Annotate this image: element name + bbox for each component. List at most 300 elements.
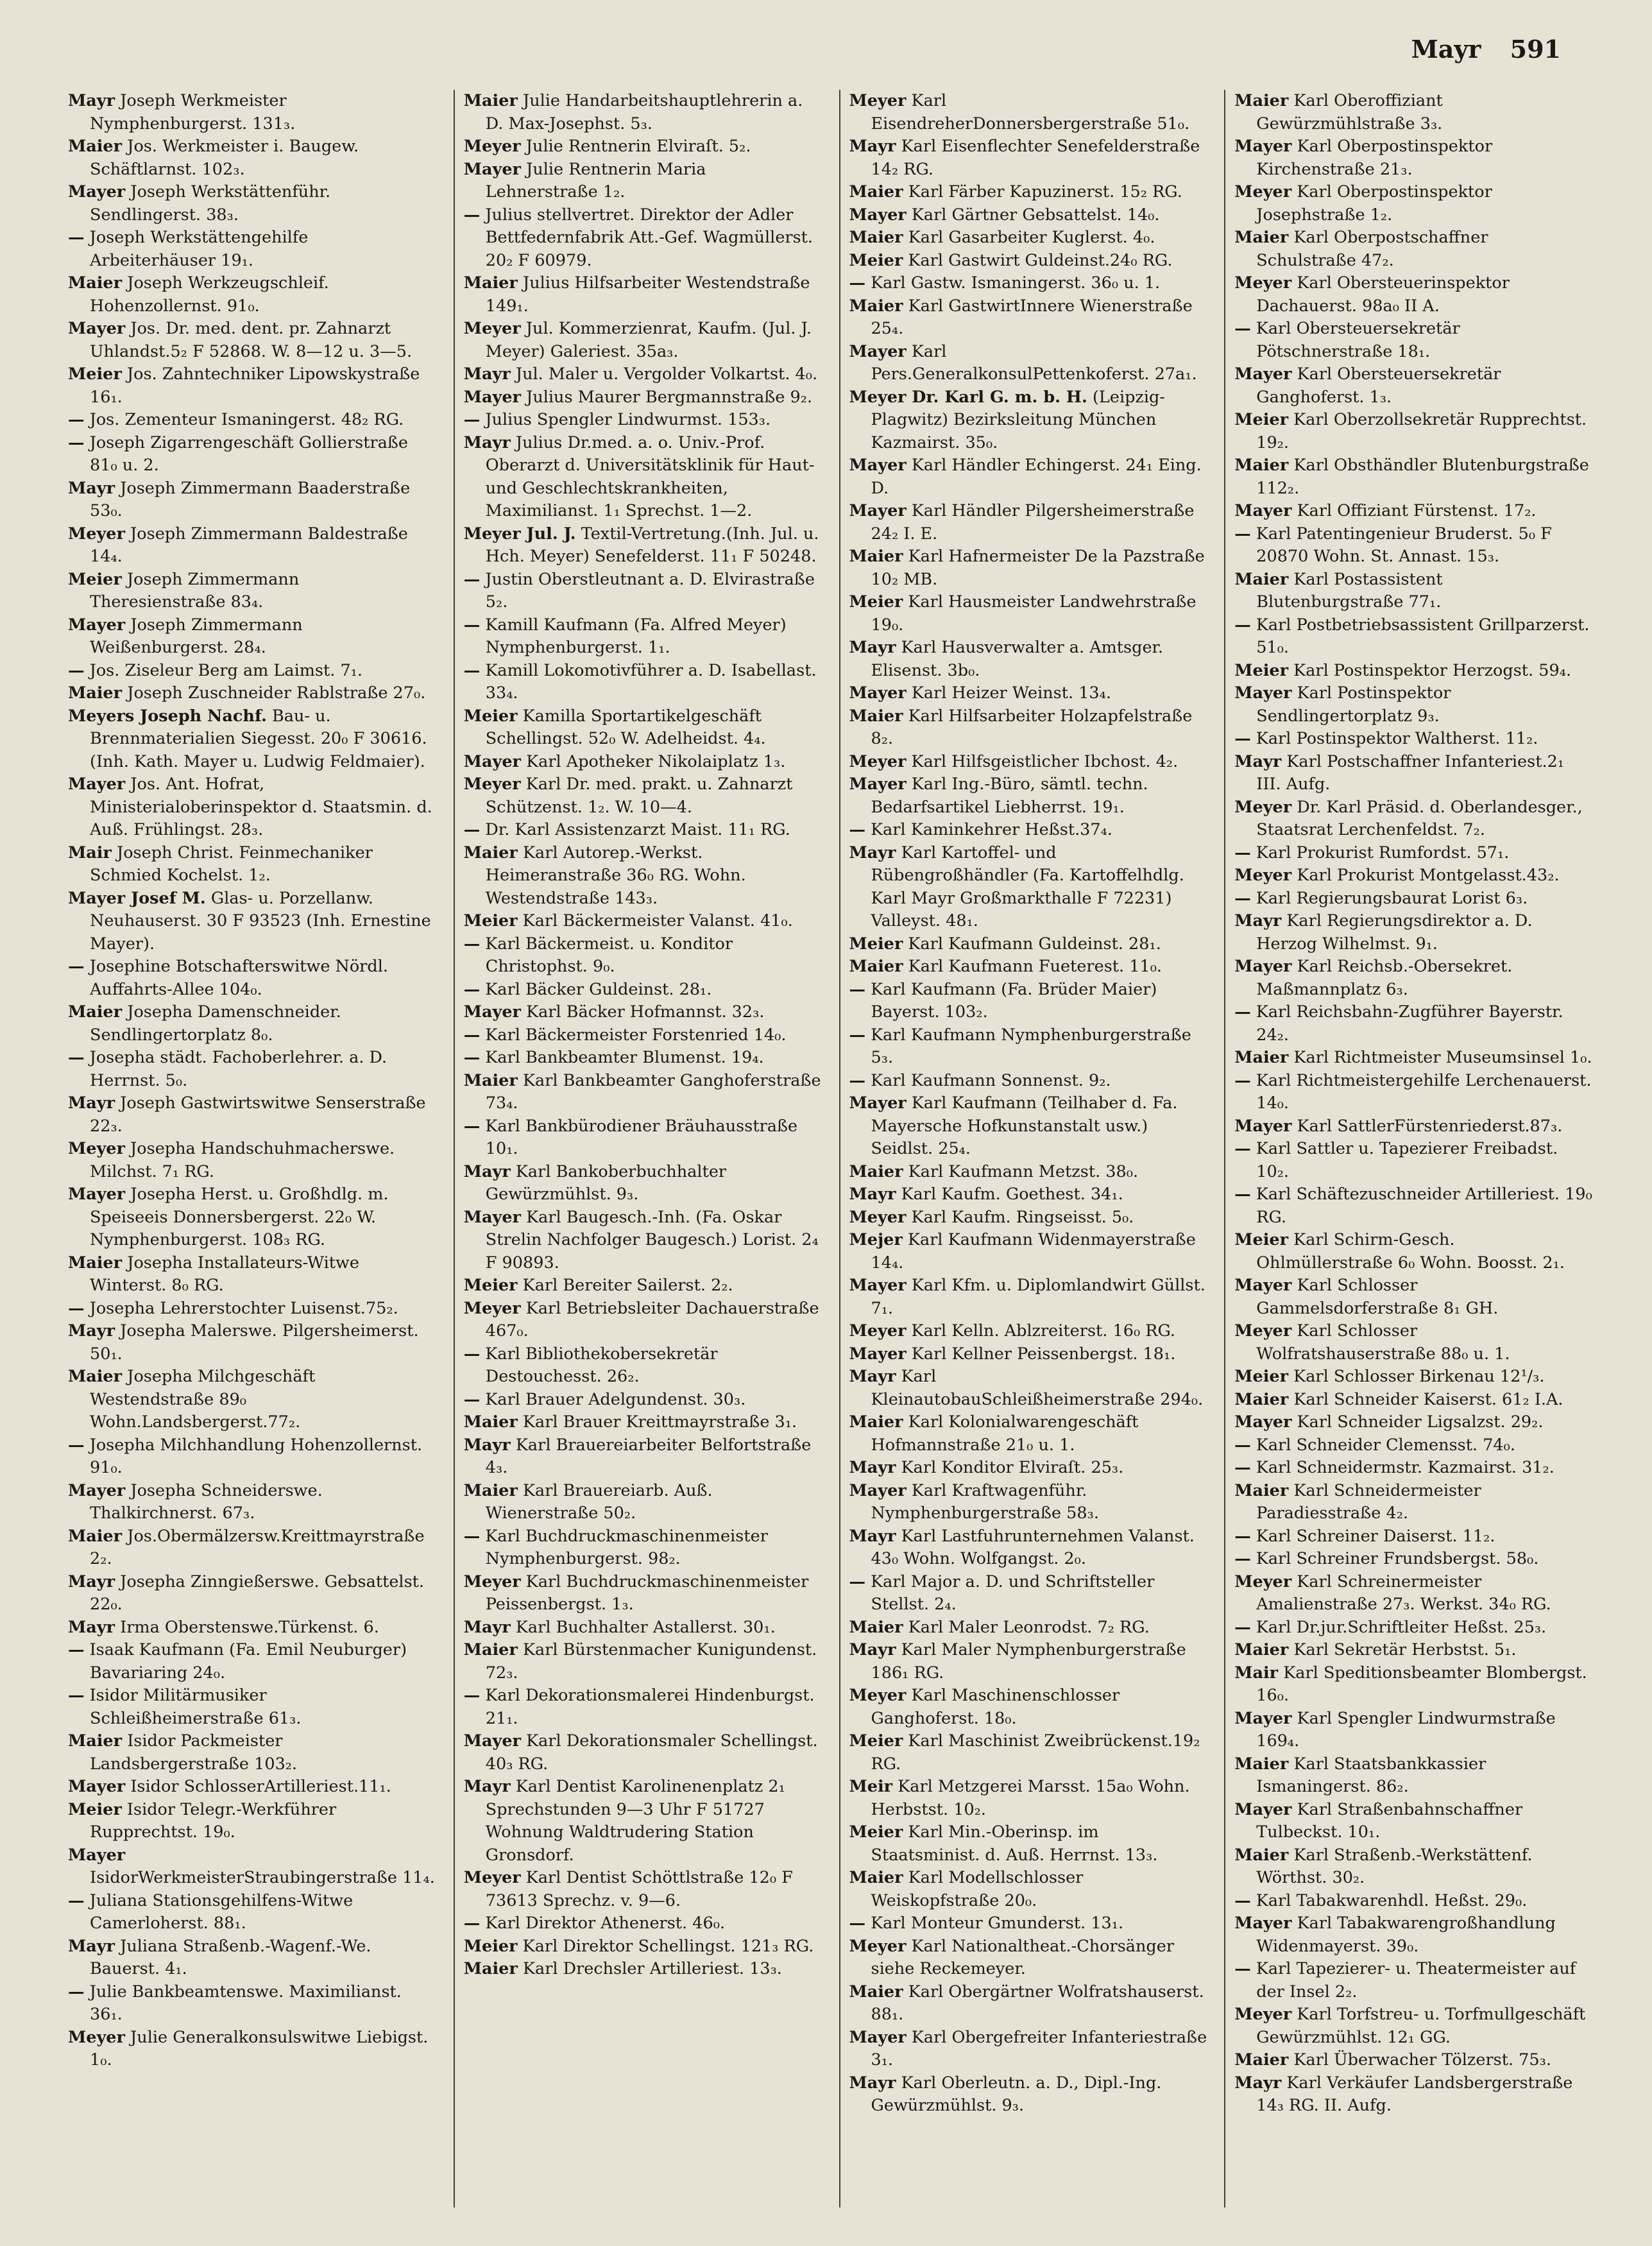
- directory-entry: [464, 1730, 822, 1776]
- entry-columns: [68, 90, 1593, 2207]
- directory-entry: [464, 1616, 822, 1640]
- entry-details: Karl Kaufmann (Teilhaber d. Fa. Mayersche Hofkunstanstalt usw.) Seidlst. 25₄.: [871, 1093, 1178, 1158]
- entry-details: Karl Bäcker Hofmannst. 32₃.: [526, 1002, 765, 1022]
- entry-surname: Mayr: [68, 91, 115, 110]
- entry-details: Karl Apotheker Nikolaiplatz 1₃.: [526, 751, 786, 771]
- entry-details: Jos. Ziseleur Berg am Laimst. 7₁.: [89, 660, 363, 680]
- directory-entry: [1234, 1912, 1593, 1958]
- entry-details: Karl Maschinenschlosser Ganghoferst. 18₀.: [871, 1686, 1120, 1728]
- directory-entry: [68, 569, 437, 614]
- entry-details: Karl Monteur Gmunderst. 13₁.: [871, 1914, 1124, 1933]
- entry-details: Isidor Militärmusiker Schleißheimerstraße 61₃.: [89, 1686, 302, 1728]
- entry-details: Joseph Werkstättengehilfe Arbeiterhäuser 19₁.: [89, 228, 309, 270]
- directory-entry: [849, 1480, 1208, 1525]
- directory-entry: [849, 341, 1208, 386]
- entry-surname: —: [849, 1025, 865, 1045]
- entry-surname: Maier: [849, 1412, 903, 1432]
- directory-entry: [68, 1480, 437, 1525]
- directory-entry: [68, 887, 437, 956]
- entry-surname: Maier: [849, 182, 903, 201]
- entry-details: Karl Kaufmann (Fa. Brüder Maier) Bayerst. 103₂.: [871, 979, 1157, 1022]
- entry-details: Karl Händler Pilgersheimerstraße 24₂ I. E.: [871, 501, 1195, 544]
- directory-entry: [1234, 1662, 1593, 1708]
- entry-surname: —: [1234, 888, 1251, 908]
- entry-surname: —: [1234, 524, 1251, 544]
- entry-details: Jos. Dr. med. dent. pr. Zahnarzt Uhlandst.5₂ F 52868. W. 8—12 u. 3—5.: [90, 319, 413, 361]
- entry-surname: Meyer: [463, 319, 521, 338]
- entry-details: Karl Kaufmann Sonnenst. 9₂.: [871, 1070, 1111, 1090]
- entry-details: Joseph Christ. Feinmechaniker Schmied Kochelst. 1₂.: [90, 843, 373, 885]
- directory-entry: [849, 1981, 1208, 2027]
- directory-entry: [464, 90, 822, 135]
- entry-surname: —: [1234, 1458, 1251, 1477]
- entry-details: Julius Maurer Bergmannstraße 9₂.: [526, 387, 813, 407]
- directory-entry: [849, 591, 1208, 637]
- entry-surname: Meyer: [463, 775, 521, 794]
- entry-details: Karl Speditionsbeamter Blombergst. 16₀.: [1256, 1663, 1587, 1705]
- entry-surname: Mayr: [849, 2073, 896, 2093]
- entry-surname: Mayer: [849, 456, 907, 475]
- directory-entry: [464, 1274, 822, 1298]
- directory-entry: [849, 1092, 1208, 1161]
- entry-details: Jos. Ant. Hofrat, Ministerialoberinspektor d. Staatsmin. d. Auß. Frühlingst. 28₃.: [90, 775, 432, 839]
- entry-details: Josepha Herst. u. Großhdlg. m. Speiseeis Donnersbergerst. 22₀ W. Nymphenburgerst. 108₃ RG.: [90, 1185, 389, 1249]
- entry-surname: Meier: [463, 911, 518, 930]
- directory-entry: [849, 1070, 1208, 1093]
- entry-details: Karl Baugesch.-Inh. (Fa. Oskar Strelin Nachfolger Baugesch.) Lorist. 2₄ F 90893.: [485, 1207, 819, 1273]
- directory-entry: [464, 1434, 822, 1480]
- entry-details: Karl Bäcker Guldeinst. 28₁.: [485, 979, 712, 999]
- entry-details: Karl EisendreherDonnersbergerstraße 51₀.: [871, 91, 1190, 133]
- directory-entry: [464, 773, 822, 819]
- entry-surname: —: [68, 1640, 85, 1659]
- directory-entry: [849, 1730, 1208, 1776]
- directory-entry: [849, 1867, 1208, 1912]
- entry-surname: Meyer: [68, 524, 125, 544]
- entry-details: Karl Schirm-Gesch. Ohlmüllerstraße 6₀ Wohn. Boosst. 2₁.: [1256, 1230, 1565, 1273]
- entry-surname: Maier: [849, 547, 903, 566]
- entry-details: Karl GastwirtInnere Wienerstraße 25₄.: [871, 296, 1193, 338]
- entry-surname: Maier: [68, 1526, 123, 1546]
- entry-details: Karl Obersteuerinspektor Dachauerst. 98a₀ II A.: [1256, 273, 1510, 316]
- directory-entry: [1234, 1229, 1593, 1274]
- directory-entry: [68, 1252, 437, 1298]
- entry-surname: —: [1234, 319, 1251, 338]
- directory-entry: [849, 637, 1208, 682]
- entry-details: Karl Kaufm. Ringseisst. 5₀.: [911, 1207, 1134, 1227]
- entry-surname: Mayer: [463, 1731, 521, 1751]
- directory-entry: [68, 1730, 437, 1776]
- entry-details: Glas- u. Porzellanw. Neuhauserst. 30 F 93523 (Inh. Ernestine Mayer).: [90, 888, 431, 954]
- directory-entry: [849, 1183, 1208, 1206]
- directory-entry: [1234, 1389, 1593, 1412]
- entry-surname: Meyer: [463, 1572, 521, 1591]
- directory-entry: [849, 227, 1208, 250]
- entry-surname: Mayr: [1234, 911, 1282, 930]
- directory-entry: [464, 979, 822, 1002]
- directory-entry: [68, 409, 437, 432]
- entry-surname: Maier: [849, 1868, 903, 1887]
- directory-entry: [1234, 1047, 1593, 1070]
- directory-entry: [849, 1616, 1208, 1640]
- directory-entry: [68, 614, 437, 660]
- entry-details: Karl Richtmeister Museumsinsel 1₀.: [1293, 1048, 1592, 1067]
- entry-surname: Meier: [849, 934, 903, 954]
- entry-surname: Mayr: [68, 1936, 115, 1956]
- entry-surname: Mayer: [1234, 1799, 1292, 1819]
- entry-surname: Meier: [463, 706, 518, 726]
- directory-entry: [849, 1343, 1208, 1366]
- directory-entry: [464, 1912, 822, 1935]
- directory-entry: [68, 1525, 437, 1571]
- entry-surname: Mayer: [849, 683, 907, 703]
- entry-surname: Maier: [1234, 456, 1289, 475]
- directory-entry: [68, 660, 437, 683]
- entry-surname: Meyer: [849, 1936, 907, 1956]
- entry-details: Karl Bankbeamter Ganghoferstraße 73₄.: [485, 1070, 821, 1113]
- directory-entry: [68, 135, 437, 181]
- entry-details: Karl Reichsb.-Obersekret. Maßmannplatz 6₃.: [1256, 957, 1513, 999]
- entry-surname: Meyer: [1234, 1572, 1292, 1591]
- directory-entry: [464, 1525, 822, 1571]
- directory-entry: [849, 204, 1208, 227]
- entry-details: Julius Hilfsarbeiter Westendstraße 149₁.: [485, 273, 810, 316]
- entry-details: Karl Drechsler Artilleriest. 13₃.: [522, 1959, 782, 1978]
- entry-details: Karl Dekorationsmalerei Hindenburgst. 21₁.: [485, 1686, 815, 1728]
- entry-details: Karl Maler Leonrodst. 7₂ RG.: [908, 1617, 1150, 1637]
- entry-surname: Mayr: [68, 478, 115, 498]
- directory-entry: [849, 1274, 1208, 1320]
- entry-details: Karl Schneider Ligsalzst. 29₂.: [1297, 1412, 1544, 1432]
- entry-surname: —: [68, 1298, 85, 1318]
- entry-surname: —: [463, 569, 481, 589]
- directory-entry: [1234, 1183, 1593, 1229]
- entry-details: Jul. Kommerzienrat, Kaufm. (Jul. J. Meyer) Galeriest. 35a₃.: [485, 319, 812, 361]
- directory-entry: [68, 272, 437, 318]
- entry-surname: —: [68, 1435, 85, 1455]
- entry-surname: Mayer: [849, 1276, 907, 1295]
- entry-details: Karl Hilfsgeistlicher Ibchost. 4₂.: [911, 751, 1179, 771]
- directory-entry: [68, 1684, 437, 1730]
- directory-entry: [1234, 1571, 1593, 1616]
- directory-entry: [68, 1799, 437, 1844]
- directory-entry: [68, 1935, 437, 1981]
- entry-surname: Meyer: [1234, 797, 1292, 817]
- entry-details: Kamilla Sportartikelgeschäft Schellingst. 52₀ W. Adelheidst. 4₄.: [485, 706, 766, 748]
- entry-surname: Mayer: [1234, 364, 1292, 384]
- entry-details: Karl Hafnermeister De la Pazstraße 10₂ MB.: [871, 547, 1205, 589]
- entry-details: Karl Obergefreiter Infanteriestraße 3₁.: [871, 2027, 1207, 2070]
- directory-entry: [849, 1366, 1208, 1411]
- entry-surname: Maier: [849, 296, 903, 316]
- entry-surname: Mair: [1234, 1663, 1279, 1683]
- entry-surname: Meyer: [1234, 866, 1292, 885]
- directory-entry: [464, 660, 822, 705]
- entry-surname: Mayr: [463, 1617, 511, 1637]
- entry-details: Karl Schlosser Birkenau 12¹/₃.: [1293, 1367, 1545, 1386]
- entry-surname: Mayr: [68, 1617, 115, 1637]
- entry-surname: Meyer: [463, 1868, 521, 1887]
- entry-details: Jos. Zahntechniker Lipowskystraße 16₁.: [90, 364, 420, 407]
- entry-details: Julie Rentnerin Elviraſt. 5₂.: [525, 137, 751, 156]
- entry-details: Karl Spengler Lindwurmstraße 169₄.: [1256, 1708, 1556, 1751]
- entry-details: Karl Schneider Kaiserst. 61₂ I.A.: [1293, 1389, 1563, 1409]
- directory-entry: [464, 569, 822, 614]
- entry-details: Karl Offiziant Fürstenst. 17₂.: [1297, 501, 1537, 520]
- entry-details: Kamill Kaufmann (Fa. Alfred Meyer) Nymphenburgerst. 1₁.: [485, 615, 787, 657]
- column-2: [454, 90, 822, 2207]
- directory-entry: [464, 819, 822, 842]
- entry-surname: Meier: [68, 364, 122, 384]
- entry-details: Karl Postschaffner Infanteriest.2₁ III. Aufg.: [1256, 751, 1565, 794]
- directory-entry: [68, 1434, 437, 1480]
- entry-details: Karl Kfm. u. Diplomlandwirt Güllst. 7₁.: [871, 1276, 1205, 1318]
- entry-details: Karl Kolonialwarengeschäft Hofmannstraße 21₀ u. 1.: [871, 1412, 1139, 1455]
- entry-details: Karl Eisenflechter Senefelderstraße 14₂ RG.: [871, 137, 1200, 179]
- entry-details: Karl Buchhalter Astallerst. 30₁.: [515, 1617, 776, 1637]
- entry-details: Karl Schneidermeister Paradiesstraße 4₂.: [1256, 1480, 1481, 1523]
- entry-surname: —: [463, 979, 481, 999]
- entry-details: Julie Generalkonsulswitwe Liebigst. 1₀.: [90, 2027, 429, 2070]
- directory-entry: [464, 363, 822, 386]
- directory-entry: [464, 135, 822, 159]
- entry-details: Bau- u. Brennmaterialien Siegesst. 20₀ F 30616. (Inh. Kath. Mayer u. Ludwig Feldmaier).: [90, 706, 427, 771]
- entry-surname: Maier: [1234, 569, 1289, 589]
- entry-surname: —: [463, 660, 481, 680]
- entry-surname: —: [1234, 1070, 1251, 1090]
- entry-surname: Mayr: [849, 1458, 896, 1477]
- entry-surname: Maier: [463, 273, 518, 293]
- directory-entry: [68, 432, 437, 477]
- directory-entry: [1234, 272, 1593, 318]
- directory-entry: [849, 1320, 1208, 1343]
- directory-entry: [849, 272, 1208, 295]
- directory-entry: [849, 1457, 1208, 1480]
- entry-surname: —: [463, 1389, 481, 1409]
- directory-entry: [68, 1298, 437, 1321]
- directory-entry: [68, 181, 437, 227]
- entry-surname: Mayr: [463, 1162, 511, 1181]
- entry-surname: Mayr: [849, 638, 896, 657]
- entry-details: Karl Tabakwarenhdl. Heßst. 29₀.: [1256, 1890, 1528, 1910]
- entry-details: Joseph Zuschneider Rablstraße 27₀.: [127, 683, 426, 703]
- entry-surname: Meyer: [1234, 182, 1292, 201]
- entry-details: Karl Oberpostschaffner Schulstraße 47₂.: [1256, 228, 1488, 270]
- directory-entry: [849, 979, 1208, 1024]
- entry-details: Karl Lastfuhrunternehmen Valanst. 43₀ Wohn. Wolfgangst. 2₀.: [871, 1526, 1195, 1568]
- entry-surname: Maier: [1234, 1754, 1289, 1774]
- entry-details: Karl Dentist Schöttlstraße 12₀ F 73613 Sprechz. v. 9—6.: [485, 1868, 793, 1910]
- entry-details: Karl Sekretär Herbstst. 5₁.: [1293, 1640, 1517, 1659]
- entry-details: Karl Richtmeistergehilfe Lerchenauerst. 14₀.: [1256, 1070, 1592, 1113]
- entry-details: Karl Dr. med. prakt. u. Zahnarzt Schützenst. 1₂. W. 10—4.: [485, 775, 793, 817]
- entry-details: Jos. Zementeur Ismaningerst. 48₂ RG.: [89, 410, 404, 429]
- entry-surname: —: [68, 1982, 85, 2002]
- entry-details: Karl Färber Kapuzinerst. 15₂ RG.: [908, 182, 1182, 201]
- entry-details: Isaak Kaufmann (Fa. Emil Neuburger) Bavariaring 24₀.: [89, 1640, 407, 1683]
- entry-surname: Meier: [849, 592, 903, 612]
- entry-details: Karl Torfstreu- u. Torfmullgeschäft Gewürzmühlst. 12₁ GG.: [1256, 2005, 1586, 2047]
- directory-entry: [1234, 454, 1593, 500]
- directory-entry: [849, 842, 1208, 933]
- directory-entry: [849, 181, 1208, 204]
- directory-entry: [849, 1935, 1208, 1981]
- directory-entry: [464, 386, 822, 409]
- entry-details: Karl Reichsbahn-Zugführer Bayerstr. 24₂.: [1256, 1002, 1563, 1045]
- entry-surname: Meyer Jul. J.: [463, 524, 576, 544]
- entry-surname: Mayer: [849, 205, 907, 225]
- entry-surname: Meier: [68, 569, 122, 589]
- entry-surname: —: [463, 934, 481, 954]
- entry-surname: Mayer: [68, 775, 126, 794]
- entry-details: Josepha städt. Fachoberlehrer. a. D. Herrnst. 5₀.: [89, 1048, 387, 1090]
- entry-surname: Mayer: [68, 615, 126, 635]
- entry-details: Jos.Obermälzersw.Kreittmayrstraße 2₂.: [90, 1526, 425, 1568]
- entry-details: Julie Rentnerin Maria Lehnerstraße 1₂.: [485, 159, 706, 201]
- entry-surname: Maier: [68, 1731, 123, 1751]
- entry-surname: —: [1234, 1526, 1251, 1546]
- entry-surname: Mayr: [1234, 2073, 1282, 2093]
- entry-surname: —: [68, 1048, 85, 1067]
- entry-details: Karl Hausmeister Landwehrstraße 19₀.: [871, 592, 1196, 635]
- entry-details: Julius Spengler Lindwurmst. 153₃.: [485, 410, 771, 429]
- entry-surname: Mayer: [463, 751, 521, 771]
- directory-entry: [464, 751, 822, 774]
- directory-entry: [68, 2027, 437, 2072]
- entry-surname: Meier: [849, 250, 903, 270]
- entry-surname: Mayer Josef M.: [68, 888, 206, 908]
- entry-surname: Mayer: [849, 501, 907, 520]
- directory-entry: [1234, 728, 1593, 751]
- entry-surname: Meier: [849, 1822, 903, 1842]
- entry-surname: Meier: [1234, 660, 1289, 680]
- entry-details: Karl Postassistent Blutenburgstraße 77₁.: [1256, 569, 1443, 612]
- entry-surname: —: [463, 615, 481, 635]
- directory-entry: [849, 1684, 1208, 1730]
- directory-entry: [1234, 135, 1593, 181]
- directory-entry: [1234, 910, 1593, 956]
- entry-details: Joseph Zimmermann Theresienstraße 83₄.: [90, 569, 300, 612]
- column-3: [839, 90, 1208, 2207]
- directory-entry: [68, 1183, 437, 1252]
- entry-surname: Mayer: [1234, 501, 1292, 520]
- entry-details: Joseph Werkstättenführ. Sendlingerst. 38₃.: [90, 182, 331, 225]
- entry-details: Karl Hausverwalter a. Amtsger. Elisenst. 3b₀.: [871, 638, 1164, 680]
- directory-entry: [849, 500, 1208, 545]
- entry-details: Karl Nationaltheat.-Chorsänger siehe Reckemeyer.: [871, 1936, 1175, 1978]
- entry-details: Karl Schäftezuschneider Artilleriest. 19₀ RG.: [1256, 1185, 1592, 1227]
- directory-entry: [464, 933, 822, 979]
- directory-entry: [849, 386, 1208, 455]
- entry-details: Josepha Installateurs-Witwe Winterst. 8₀ RG.: [90, 1253, 359, 1295]
- entry-details: Karl Bankoberbuchhalter Gewürzmühlst. 9₃.: [485, 1162, 727, 1204]
- entry-details: Karl Kaufmann Widenmayerstraße 14₄.: [871, 1230, 1196, 1273]
- entry-details: Karl Gastwirt Guldeinst.24₀ RG.: [908, 250, 1173, 270]
- entry-details: Karl Autorep.-Werkst. Heimeranstraße 36₀ RG. Wohn. Westendstraße 143₃.: [485, 843, 746, 908]
- directory-entry: [849, 2072, 1208, 2118]
- entry-details: Karl Kartoffel- und Rübengroßhändler (Fa. Kartoffelhdlg. Karl Mayr Großmarkthalle F 72231) Valleyst. 48₁.: [871, 843, 1184, 930]
- directory-entry: [1234, 2072, 1593, 2118]
- directory-entry: [1234, 1457, 1593, 1480]
- entry-surname: —: [463, 1526, 481, 1546]
- entry-details: Joseph Zimmermann Weißenburgerst. 28₄.: [90, 615, 303, 657]
- entry-surname: —: [68, 1686, 85, 1705]
- entry-details: Karl Schreiner Frundsbergst. 58₀.: [1256, 1549, 1539, 1568]
- directory-entry: [68, 705, 437, 774]
- entry-surname: Meyer: [463, 137, 521, 156]
- entry-surname: Maier: [68, 1002, 123, 1022]
- directory-entry: [68, 1320, 437, 1366]
- entry-details: Karl Dekorationsmaler Schellingst. 40₃ RG.: [485, 1731, 818, 1774]
- directory-entry: [849, 1206, 1208, 1230]
- entry-surname: Meir: [849, 1777, 893, 1796]
- directory-entry: [464, 910, 822, 933]
- entry-surname: —: [1234, 1617, 1251, 1637]
- directory-entry: [1234, 1480, 1593, 1525]
- entry-details: Karl Oberpostinspektor Kirchenstraße 21₃.: [1256, 137, 1493, 179]
- entry-surname: —: [68, 228, 85, 247]
- entry-surname: Meyer: [463, 1298, 521, 1318]
- entry-surname: Mayr: [463, 433, 511, 452]
- entry-surname: Mayer: [68, 1480, 126, 1500]
- directory-entry: [68, 773, 437, 842]
- entry-surname: Maier: [1234, 228, 1289, 247]
- entry-details: Karl Brauereiarbeiter Belfortstraße 4₃.: [485, 1435, 812, 1477]
- entry-surname: Mayr: [68, 1093, 115, 1113]
- entry-details: Karl Kaufmann Fueterest. 11₀.: [908, 957, 1162, 976]
- entry-details: Jul. Maler u. Vergolder Volkartst. 4₀.: [515, 364, 818, 384]
- directory-entry: [464, 272, 822, 318]
- entry-details: Karl Heizer Weinst. 13₄.: [911, 683, 1111, 703]
- entry-details: Karl Obersteuersekretär Ganghoferst. 1₃.: [1256, 364, 1501, 407]
- entry-details: Karl KleinautobauSchleißheimerstraße 294₀.: [871, 1367, 1204, 1409]
- entry-details: Karl Schlosser Wolfratshauserstraße 88₀ u. 1.: [1256, 1321, 1510, 1364]
- directory-entry: [1234, 1799, 1593, 1844]
- entry-surname: Maier: [68, 1367, 123, 1386]
- entry-surname: Meyer: [1234, 1321, 1292, 1341]
- entry-surname: Maier: [463, 1640, 518, 1659]
- entry-details: Kamill Lokomotivführer a. D. Isabellast. 33₄.: [485, 660, 817, 703]
- entry-details: Josepha Milchgeschäft Westendstraße 89₀ Wohn.Landsbergerst.77₂.: [90, 1367, 316, 1432]
- directory-entry: [1234, 1548, 1593, 1571]
- entry-details: Karl Regierungsbaurat Lorist 6₃.: [1256, 888, 1528, 908]
- directory-entry: [1234, 1525, 1593, 1548]
- directory-entry: [849, 1161, 1208, 1184]
- entry-details: Karl Überwacher Tölzerst. 75₃.: [1293, 2050, 1551, 2070]
- directory-entry: [1234, 796, 1593, 842]
- entry-surname: Mayer: [68, 1185, 126, 1204]
- entry-details: (Leipzig-Plagwitz) Bezirksleitung München Kazmairst. 35₀.: [871, 387, 1165, 452]
- entry-details: Karl Gärtner Gebsattelst. 14₀.: [911, 205, 1160, 225]
- directory-entry: [1234, 409, 1593, 454]
- entry-details: Joseph Zimmermann Baldestraße 14₄.: [90, 524, 408, 566]
- entry-surname: Meyer: [849, 91, 907, 110]
- directory-entry: [1234, 1115, 1593, 1138]
- entry-details: Karl Buchdruckmaschinenmeister Nymphenburgerst. 98₂.: [485, 1526, 768, 1568]
- directory-entry: [1234, 751, 1593, 796]
- entry-details: Karl Oberzollsekretär Rupprechtst. 19₂.: [1256, 410, 1587, 452]
- entry-surname: Mayer: [1234, 1708, 1292, 1728]
- entry-details: Karl Oberoffiziant Gewürzmühlstraße 3₃.: [1256, 91, 1443, 133]
- directory-entry: [464, 1958, 822, 1981]
- directory-entry: [68, 90, 437, 135]
- directory-entry: [849, 250, 1208, 273]
- entry-surname: —: [849, 1070, 865, 1090]
- entry-surname: Maier: [463, 1959, 518, 1978]
- directory-entry: [1234, 181, 1593, 227]
- entry-surname: Mayer: [463, 1207, 521, 1227]
- entry-surname: —: [1234, 615, 1251, 635]
